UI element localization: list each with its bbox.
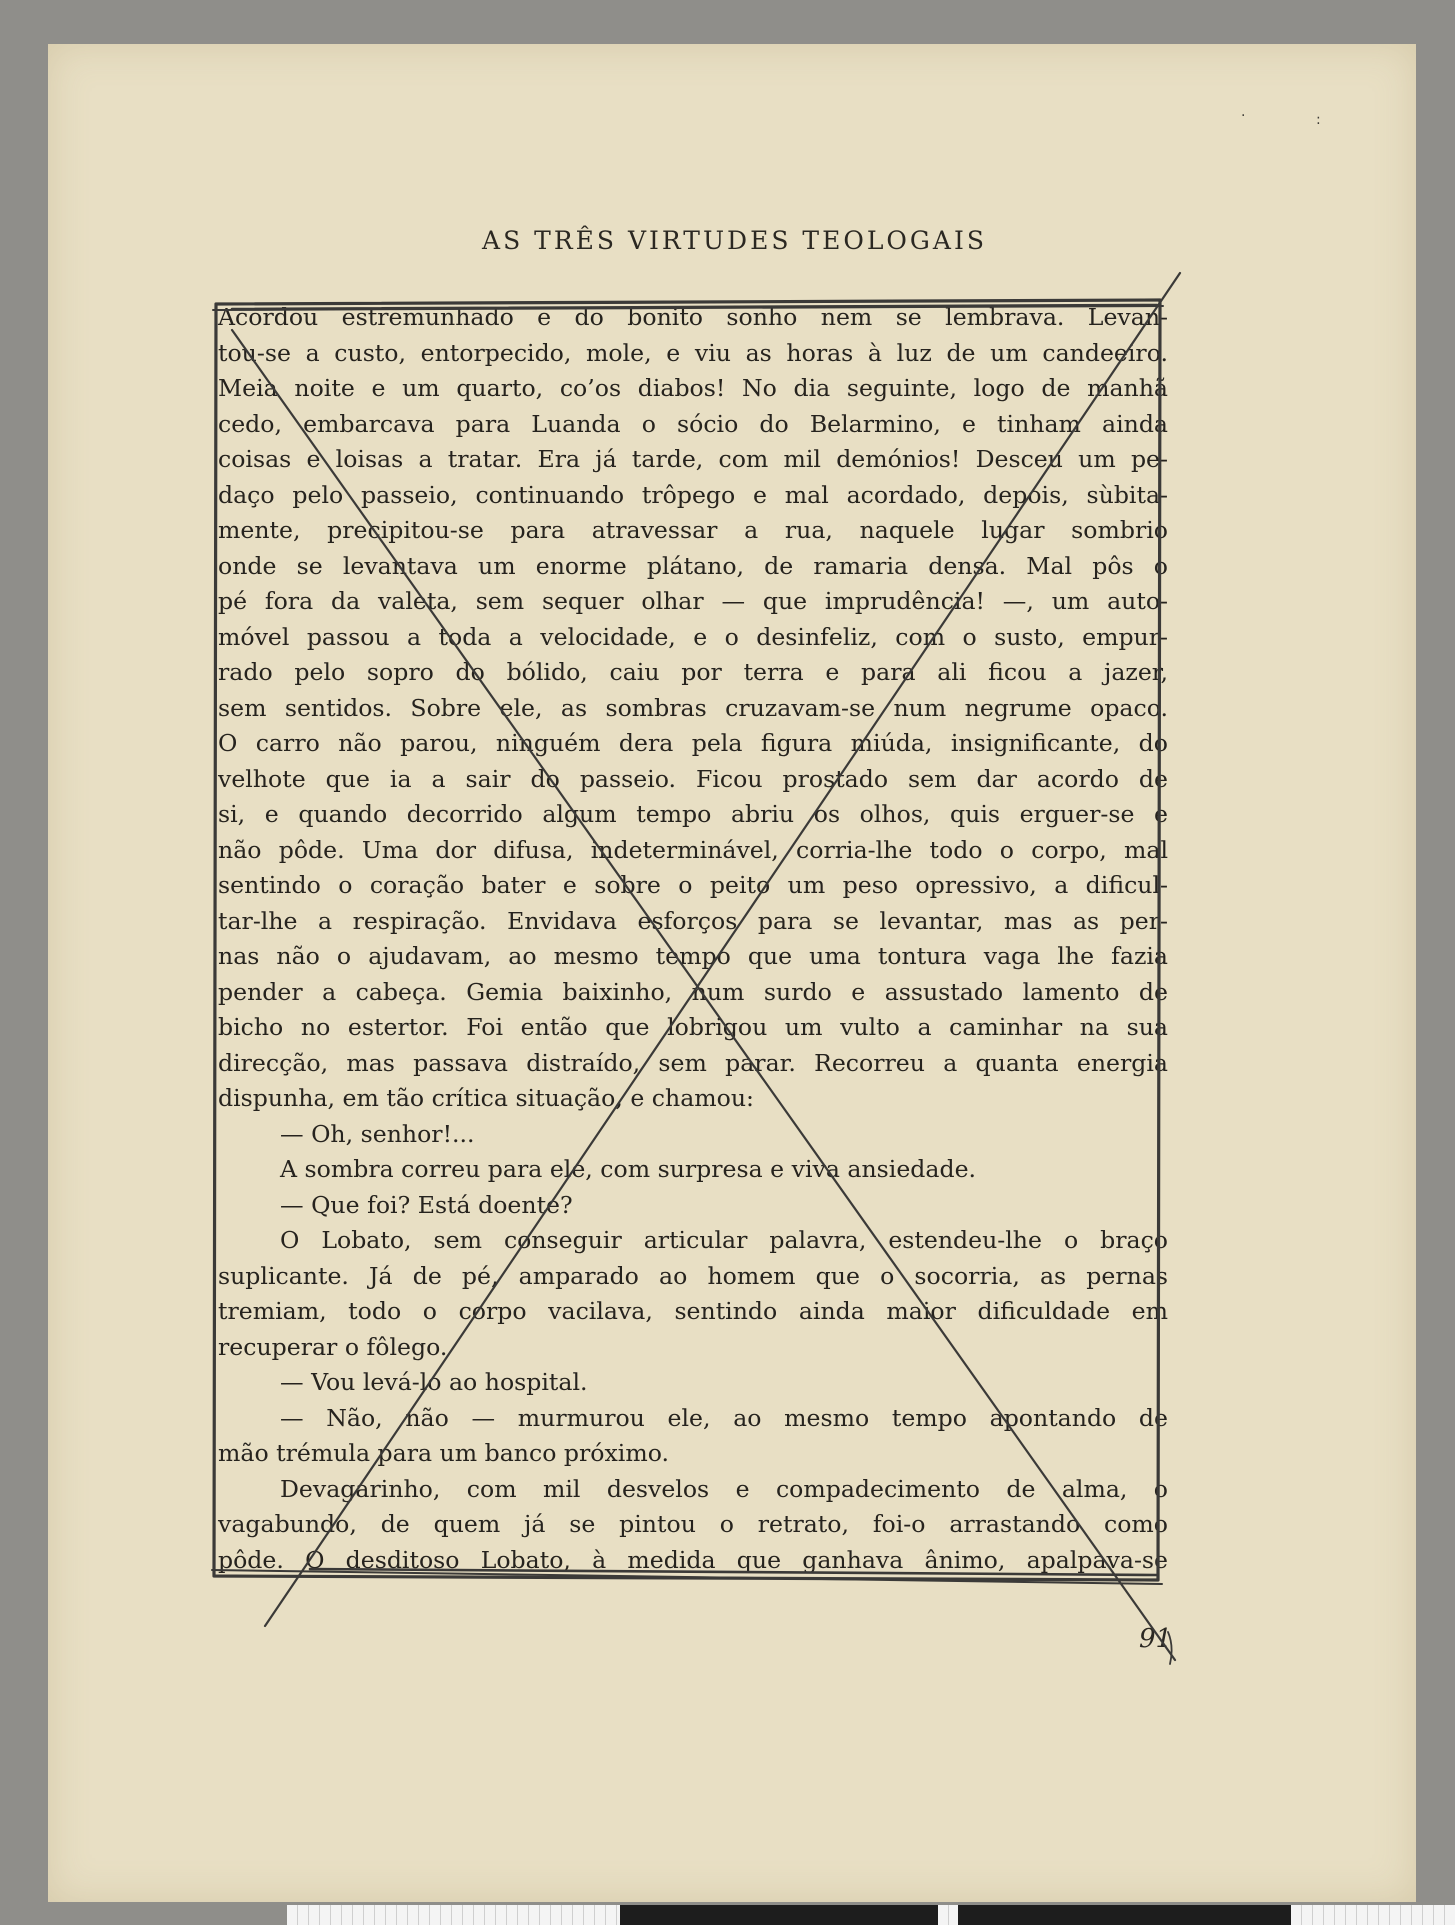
text-line: sem sentidos. Sobre ele, as sombras cruzavam-se num negrume opaco. bbox=[218, 693, 1168, 722]
text-line: velhote que ia a sair do passeio. Ficou prostado sem dar acordo de bbox=[218, 764, 1168, 793]
text-line: não pôde. Uma dor difusa, indeterminável, corria-lhe todo o corpo, mal bbox=[218, 835, 1168, 864]
text-line: si, e quando decorrido algum tempo abriu os olhos, quis erguer-se e bbox=[218, 800, 1168, 828]
text-line: direcção, mas passava distraído, sem parar. Recorreu a quanta energia bbox=[218, 1048, 1168, 1077]
text-line: bicho no estertor. Foi então que lobrigou um vulto a caminhar na sua bbox=[218, 1013, 1168, 1041]
scan-ruler bbox=[1291, 1905, 1455, 1925]
text-line: — Vou levá-lo ao hospital. bbox=[280, 1368, 588, 1396]
text-line: — Oh, senhor!... bbox=[280, 1119, 475, 1148]
text-line: tou-se a custo, entorpecido, mole, e viu as horas à luz de um candeeiro. bbox=[218, 338, 1168, 367]
text-line: rado pelo sopro do bólido, caiu por terra e para ali ficou a jazer, bbox=[218, 658, 1168, 686]
body-text bbox=[218, 300, 1168, 1578]
text-line: mente, precipitou-se para atravessar a rua, naquele lugar sombrio bbox=[218, 516, 1168, 544]
paper-speck: : bbox=[1316, 112, 1321, 128]
text-line: O Lobato, sem conseguir articular palavra, estendeu-lhe o braço bbox=[280, 1226, 1168, 1254]
text-line: pender a cabeça. Gemia baixinho, num surdo e assustado lamento de bbox=[218, 977, 1168, 1006]
scan-ruler bbox=[958, 1905, 1291, 1925]
text-line: suplicante. Já de pé, amparado ao homem que o socorria, as pernas bbox=[218, 1261, 1168, 1290]
text-line: Devagarinho, com mil desvelos e compadecimento de alma, o bbox=[280, 1474, 1168, 1503]
text-line: pé fora da valeta, sem sequer olhar — que imprudência! —, um auto- bbox=[218, 587, 1168, 615]
text-line: — Não, não — murmurou ele, ao mesmo tempo apontando de bbox=[280, 1403, 1168, 1432]
text-line: onde se levantava um enorme plátano, de ramaria densa. Mal pôs o bbox=[218, 551, 1168, 580]
text-line: sentindo o coração bater e sobre o peito um peso opressivo, a dificul- bbox=[218, 871, 1168, 899]
text-line: coisas e loisas a tratar. Era já tarde, com mil demónios! Desceu um pe- bbox=[218, 445, 1168, 473]
text-line: — Que foi? Está doente? bbox=[280, 1190, 573, 1219]
text-line: nas não o ajudavam, ao mesmo tempo que uma tontura vaga lhe fazia bbox=[218, 942, 1168, 970]
scan-ruler bbox=[938, 1905, 958, 1925]
text-line: dispunha, em tão crítica situação, e chamou: bbox=[218, 1084, 754, 1112]
text-line: tar-lhe a respiração. Envidava esforços para se levantar, mas as per- bbox=[218, 906, 1168, 935]
text-line: vagabundo, de quem já se pintou o retrato, foi-o arrastando como bbox=[218, 1510, 1168, 1538]
page-number: 91 bbox=[1139, 1624, 1173, 1654]
text-line: cedo, embarcava para Luanda o sócio do Belarmino, e tinham ainda bbox=[218, 409, 1168, 438]
running-head: AS TRÊS VIRTUDES TEOLOGAIS bbox=[482, 226, 987, 255]
text-line: móvel passou a toda a velocidade, e o desinfeliz, com o susto, empur- bbox=[218, 622, 1168, 651]
scan-ruler bbox=[287, 1905, 620, 1925]
text-line: Meia noite e um quarto, co’os diabos! No dia seguinte, logo de manhã bbox=[218, 374, 1168, 402]
text-line: daço pelo passeio, continuando trôpego e mal acordado, depois, sùbita- bbox=[218, 480, 1168, 509]
text-line: O carro não parou, ninguém dera pela figura miúda, insignificante, do bbox=[218, 729, 1168, 757]
text-line: tremiam, todo o corpo vacilava, sentindo ainda maior dificuldade em bbox=[218, 1297, 1168, 1325]
text-line: mão trémula para um banco próximo. bbox=[218, 1439, 670, 1467]
text-line: A sombra correu para ele, com surpresa e viva ansiedade. bbox=[280, 1155, 977, 1183]
text-line: pôde. O desditoso Lobato, à medida que ganhava ânimo, apalpava-se bbox=[218, 1545, 1168, 1574]
text-line: recuperar o fôlego. bbox=[218, 1332, 448, 1361]
text-line: Acordou estremunhado e do bonito sonho nem se lembrava. Levan- bbox=[218, 303, 1168, 331]
paper-speck: · bbox=[1241, 108, 1246, 124]
scan-ruler bbox=[620, 1905, 938, 1925]
